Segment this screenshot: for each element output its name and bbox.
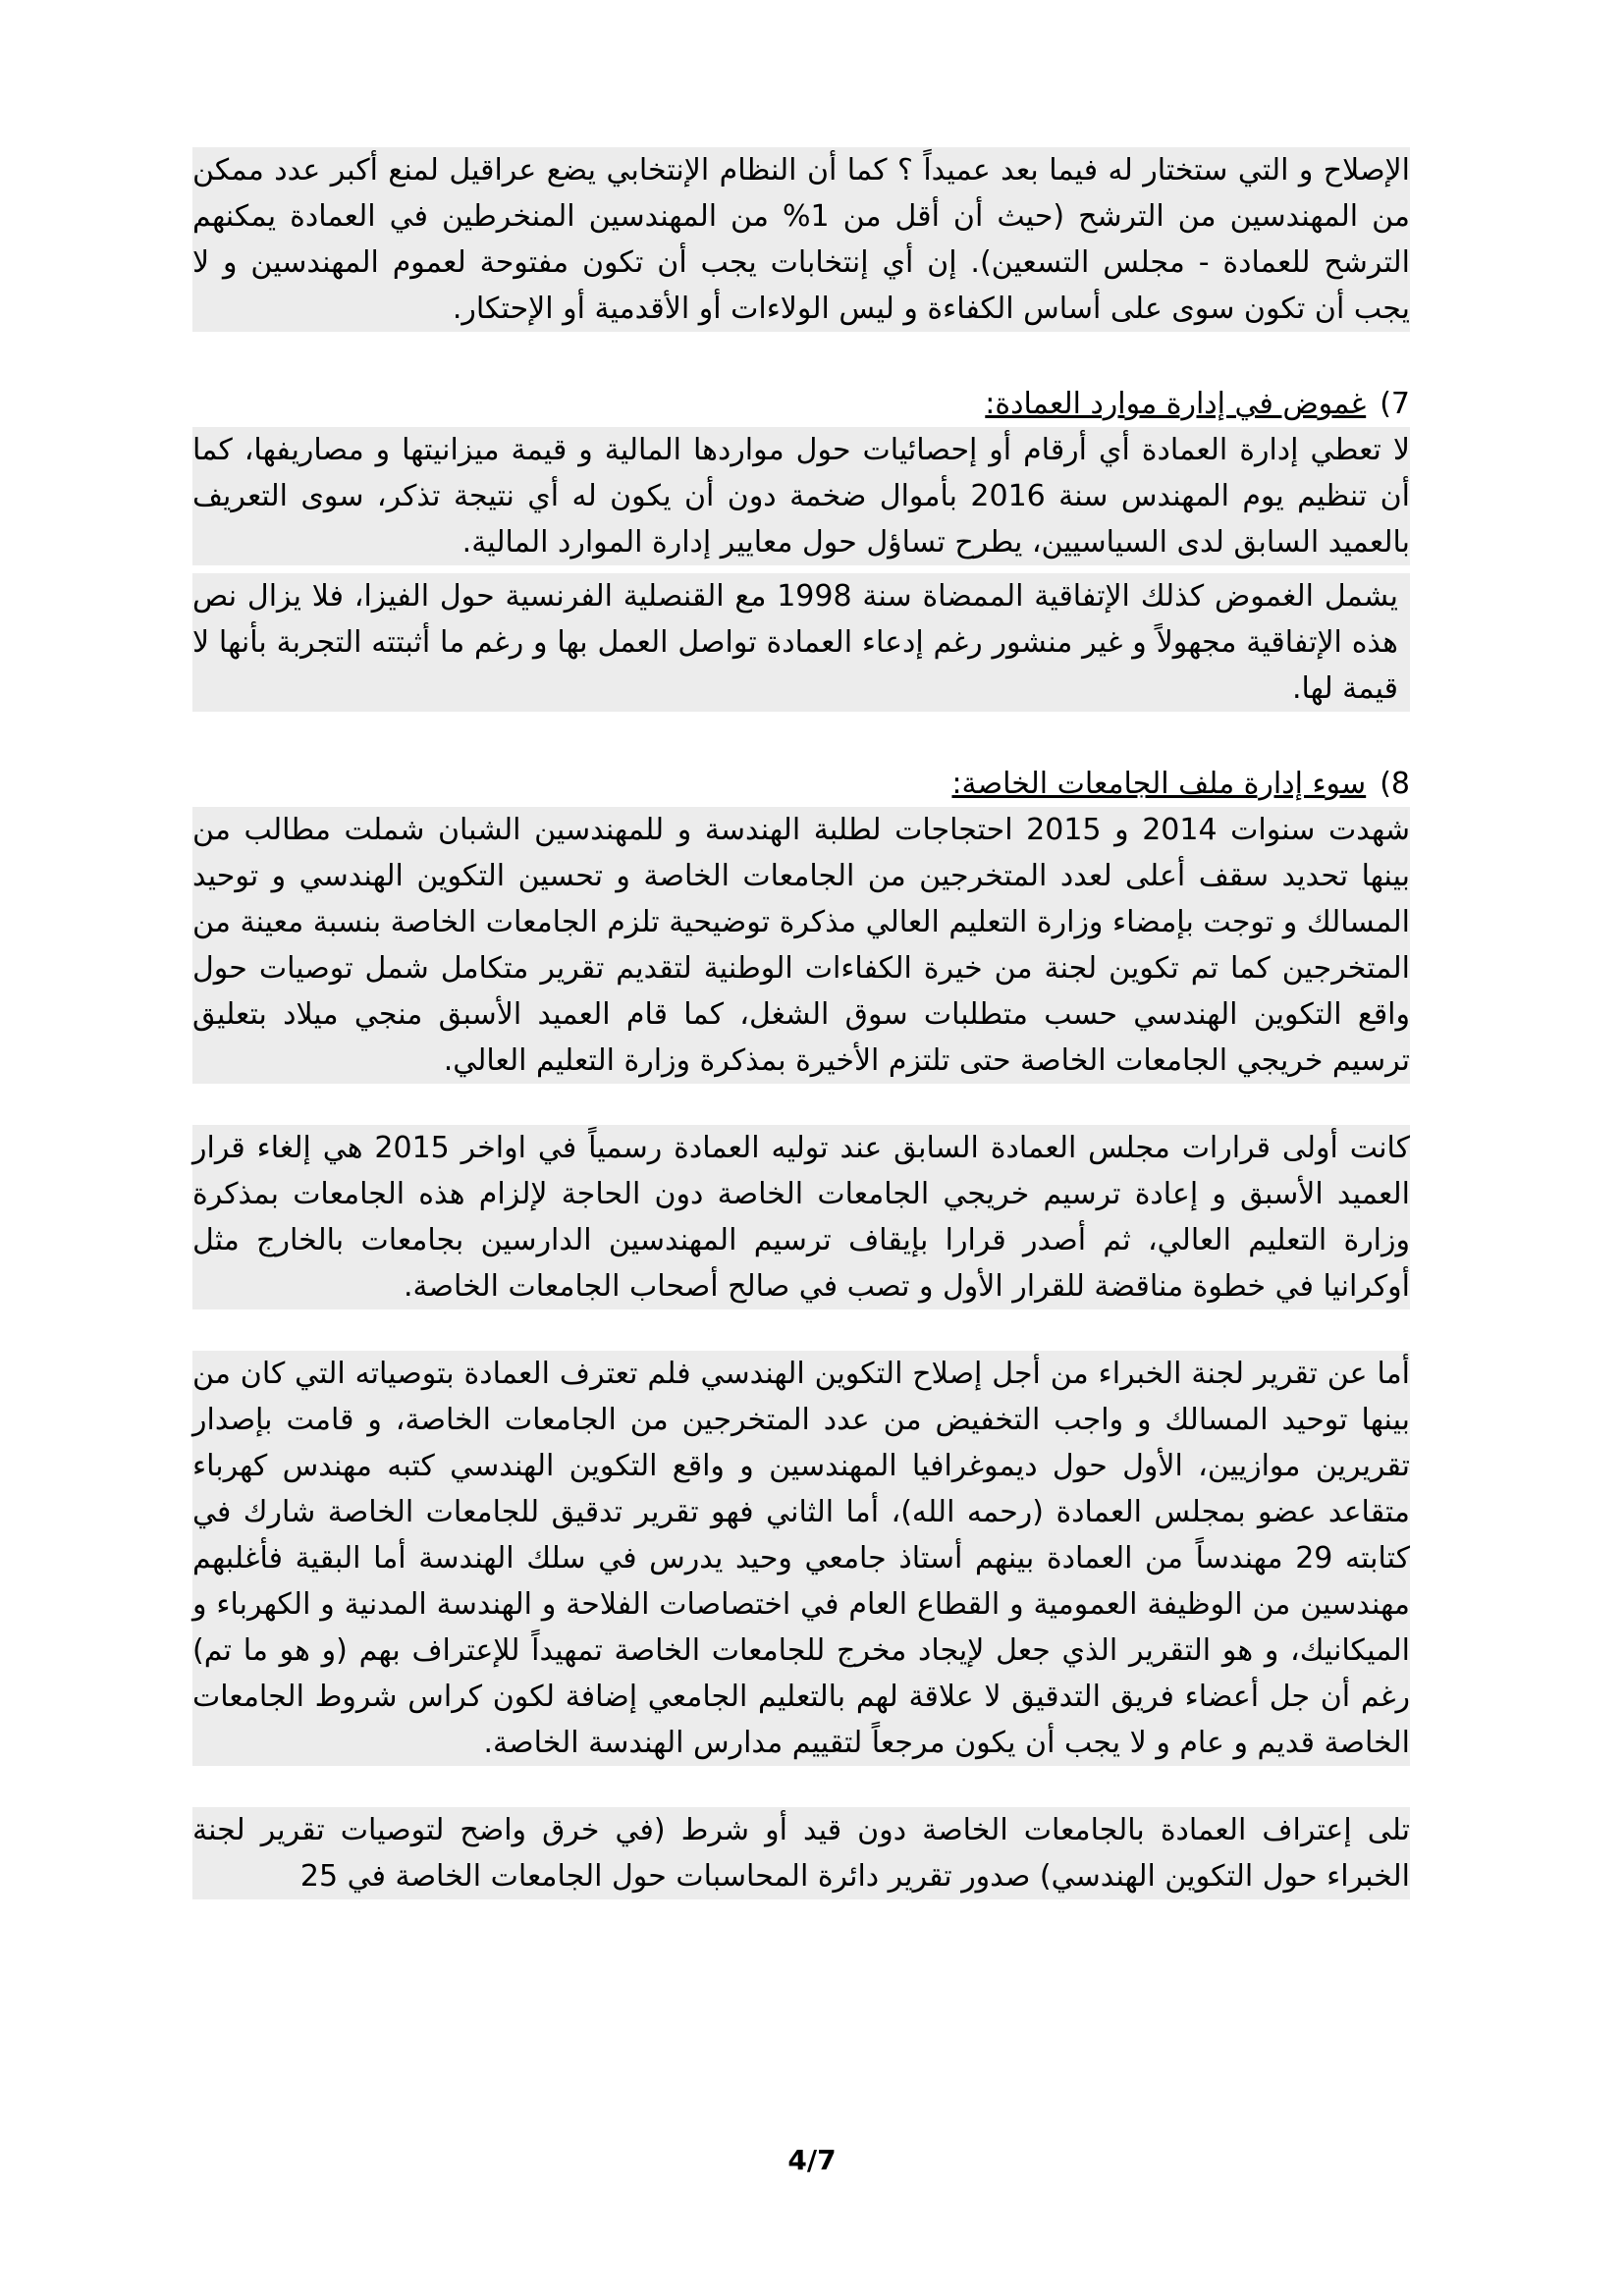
document-page: [192, 147, 1410, 1899]
section-8-title: سوء إدارة ملف الجامعات الخاصة:: [951, 767, 1367, 801]
paragraph-private-universities: شهدت سنوات 2014 و 2015 احتجاجات لطلبة الهندسة و للمهندسين الشبان شملت مطالب من بينها تحديد سقف أعلى لعدد المتخرجين من الجامعات الخاصة و تحسين التكوين الهندسي و توحيد المسالك و توجت بإمضاء وزارة التعليم العالي مذكرة توضيحية تلزم الجامعات الخاصة بنسبة معينة من المتخرجين كما تم تكوين لجنة من خيرة الكفاءات الوطنية لتقديم تقرير متكامل شمل توصيات حول واقع التكوين الهندسي حسب متطلبات سوق الشغل، كما قام العميد الأسبق منجي ميلاد بتعليق ترسيم خريجي الجامعات الخاصة حتى تلتزم الأخيرة بمذكرة وزارة التعليم العالي.: [192, 807, 1410, 1084]
section-8-number: 8): [1380, 767, 1410, 801]
paragraph-accounts-court: تلى إعتراف العمادة بالجامعات الخاصة دون قيد أو شرط (في خرق واضح لتوصيات تقرير لجنة الخبراء حول التكوين الهندسي) صدور تقرير دائرة المحاسبات حول الجامعات الخاصة في 25: [192, 1807, 1410, 1899]
paragraph-council-decisions: كانت أولى قرارات مجلس العمادة السابق عند توليه العمادة رسمياً في اواخر 2015 هي إلغاء قرار العميد الأسبق و إعادة ترسيم خريجي الجامعات الخاصة دون الحاجة لإلزام هذه الجامعات بمذكرة وزارة التعليم العالي، ثم أصدر قرارا بإيقاف ترسيم المهندسين الدارسين بجامعات بالخارج مثل أوكرانيا في خطوة مناقضة للقرار الأول و تصب في صالح أصحاب الجامعات الخاصة.: [192, 1125, 1410, 1309]
paragraph-visa-agreement: يشمل الغموض كذلك الإتفاقية الممضاة سنة 1998 مع القنصلية الفرنسية حول الفيزا، فلا يزال نص هذه الإتفاقية مجهولاً و غير منشور رغم إدعاء العمادة تواصل العمل بها و رغم ما أثبتته التجربة بأنها لا قيمة لها.: [192, 573, 1410, 712]
section-8-heading: [192, 761, 1410, 807]
paragraph-experts-report: أما عن تقرير لجنة الخبراء من أجل إصلاح التكوين الهندسي فلم تعترف العمادة بتوصياته التي كان من بينها توحيد المسالك و واجب التخفيض من عدد المتخرجين من الجامعات الخاصة، و قامت بإصدار تقريرين موازيين، الأول حول ديموغرافيا المهندسين و واقع التكوين الهندسي كتبه مهندس كهرباء متقاعد عضو بمجلس العمادة (رحمه الله)، أما الثاني فهو تقرير تدقيق للجامعات الخاصة شارك في كتابته 29 مهندساً من العمادة بينهم أستاذ جامعي وحيد يدرس في سلك الهندسة أما البقية فأغلبهم مهندسين من الوظيفة العمومية و القطاع العام في اختصاصات الفلاحة و الهندسة المدنية و الكهرباء و الميكانيك، و هو التقرير الذي جعل لإيجاد مخرج للجامعات الخاصة تمهيداً للإعتراف بهم (و هو ما تم) رغم أن جل أعضاء فريق التدقيق لا علاقة لهم بالتعليم الجامعي إضافة لكون كراس شروط الجامعات الخاصة قديم و عام و لا يجب أن يكون مرجعاً لتقييم مدارس الهندسة الخاصة.: [192, 1351, 1410, 1766]
paragraph-resources: لا تعطي إدارة العمادة أي أرقام أو إحصائيات حول مواردها المالية و قيمة ميزانيتها و مصاريفها، كما أن تنظيم يوم المهندس سنة 2016 بأموال ضخمة دون أن يكون له أي نتيجة تذكر، سوى التعريف بالعميد السابق لدى السياسيين، يطرح تساؤل حول معايير إدارة الموارد المالية.: [192, 427, 1410, 565]
page-number: 4/7: [787, 2144, 837, 2176]
section-7-title: غموض في إدارة موارد العمادة:: [985, 387, 1367, 421]
section-7-heading: [192, 381, 1410, 427]
paragraph-elections: الإصلاح و التي ستختار له فيما بعد عميداً ؟ كما أن النظام الإنتخابي يضع عراقيل لمنع أكبر عدد ممكن من المهندسين من الترشح (حيث أن أقل من 1% من المهندسين المنخرطين في العمادة يمكنهم الترشح للعمادة - مجلس التسعين). إن أي إنتخابات يجب أن تكون مفتوحة لعموم المهندسين و لا يجب أن تكون سوى على أساس الكفاءة و ليس الولاءات أو الأقدمية أو الإحتكار.: [192, 147, 1410, 332]
section-7-number: 7): [1380, 387, 1410, 421]
